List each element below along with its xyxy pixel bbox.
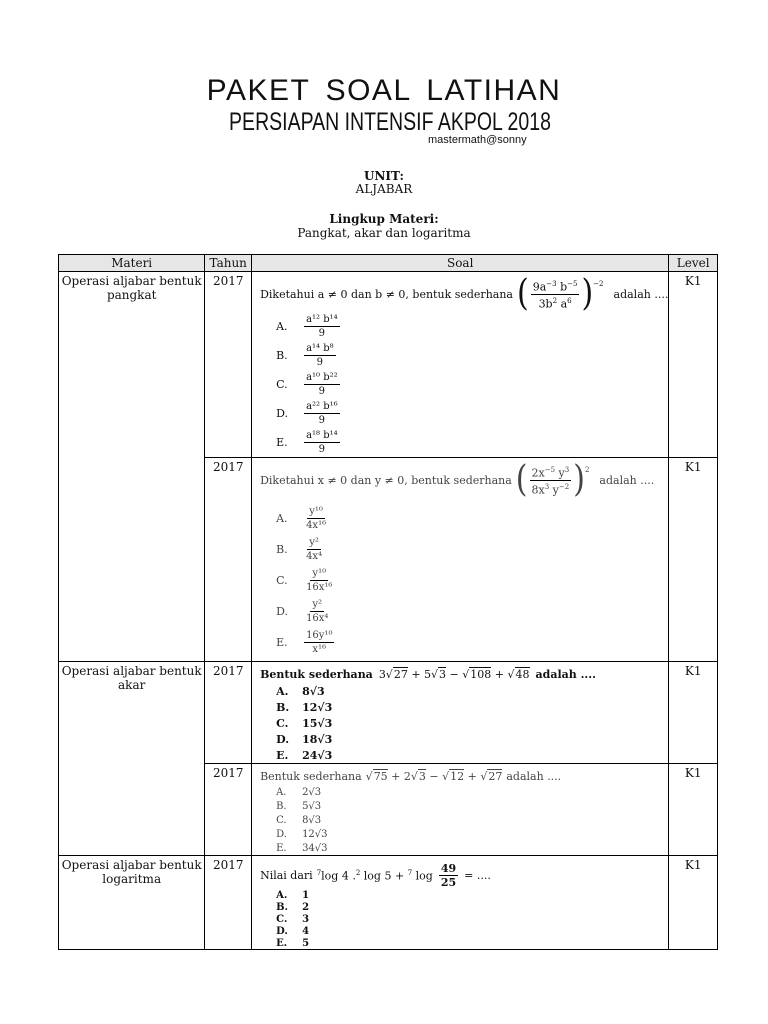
level-cell: K1 (669, 272, 718, 458)
options-list (252, 681, 668, 763)
option-b: B. 2 (276, 901, 310, 913)
option-c: C. 3 (276, 913, 310, 925)
scope-value: Pangkat, akar dan logaritma (297, 226, 471, 240)
tahun-cell: 2017 (205, 662, 252, 764)
page-subtitle: PERSIAPAN INTENSIF AKPOL 2018 (229, 108, 551, 136)
option-a: A. $\frac{\text{a¹² b¹⁴}}{9}$ (276, 314, 338, 340)
tahun-cell: 2017 (205, 272, 252, 458)
option-d: D. $\frac{\text{a²² b¹⁶}}{9}$ (276, 401, 338, 427)
option-e: E. $\frac{\text{16y¹⁰}}{\text{x¹⁶}}$ (276, 629, 333, 655)
option-d: D. 4 (276, 925, 310, 937)
option-e: E. 5 (276, 937, 310, 949)
question-expression: $^7$log 4 .$^2$ log 5 + $^7$ log (316, 868, 433, 883)
question-fraction: $\frac{9a^{-3} b^{-5}}{3b^2 a^6}$ (532, 280, 578, 311)
question-table (58, 254, 718, 950)
question-prefix: Diketahui x ≠ 0 dan y ≠ 0, bentuk sederhana (260, 473, 512, 487)
option-e: E. $\frac{\text{a¹⁸ b¹⁴}}{9}$ (276, 430, 338, 456)
option-a: A. 1 (276, 889, 310, 901)
question-fraction: $\frac{2x^{-5} y^3}{8x^3 y^{-2}}$ (531, 466, 570, 497)
table-header-row (59, 255, 718, 272)
question-suffix: = .... (464, 869, 491, 883)
question-text (252, 662, 668, 681)
option-c: C. 8√3 (276, 814, 322, 826)
materi-cell: Operasi aljabar bentuk akar (59, 662, 205, 856)
paren-right: ) (581, 272, 594, 315)
level-cell: K1 (669, 856, 718, 950)
header-soal: Soal (252, 255, 669, 272)
author-credit: mastermath@sonny (428, 134, 527, 146)
soal-cell (252, 856, 669, 950)
paren-right: ) (573, 458, 585, 501)
option-c: C. $\frac{\text{y¹⁰}}{\text{16x¹⁶}}$ (276, 567, 333, 593)
question-text: Diketahui x ≠ 0 dan y ≠ 0, bentuk sederhana ( $\frac{2x^{-5} y^3}{8x^3 y^{-2}}$ ) $^2$ adalah .... (260, 458, 655, 501)
scope-label: Lingkup Materi: (329, 212, 439, 226)
materi-cell: Operasi aljabar bentuk pangkat (59, 272, 205, 662)
options-list (252, 497, 668, 658)
option-d: D. 12√3 (276, 828, 328, 840)
question-suffix: adalah .... (506, 770, 562, 784)
table-row (59, 272, 718, 458)
question-prefix: Nilai dari (260, 869, 313, 883)
option-d: D. 18√3 (276, 732, 333, 746)
soal-cell (252, 662, 669, 764)
header-level: Level (669, 255, 718, 272)
option-e: E. 24√3 (276, 748, 333, 762)
table-row (59, 662, 718, 764)
question-expression: 3√27 + 5√3 − √108 + √48 (378, 668, 530, 682)
option-b: B. $\frac{\text{a¹⁴ b⁸}}{9}$ (276, 343, 334, 369)
soal-cell (252, 764, 669, 856)
unit-value: ALJABAR (355, 182, 413, 196)
question-expression: √75 + 2√3 − √12 + √27 (365, 770, 503, 784)
question-text (252, 764, 668, 783)
question-suffix: adalah .... (535, 668, 596, 682)
option-a: A. 2√3 (276, 786, 322, 798)
options-list (252, 310, 668, 457)
options-list (252, 889, 668, 949)
question-prefix: Diketahui a ≠ 0 dan b ≠ 0, bentuk sederhana (260, 287, 513, 301)
materi-cell: Operasi aljabar bentuk logaritma (59, 856, 205, 950)
header-materi: Materi (59, 255, 205, 272)
level-cell: K1 (669, 764, 718, 856)
option-b: B. 12√3 (276, 700, 333, 714)
question-text (252, 856, 668, 889)
question-suffix: adalah .... (599, 473, 655, 487)
option-a: A. $\frac{\text{y¹⁰}}{\text{4x¹⁶}}$ (276, 505, 327, 531)
tahun-cell: 2017 (205, 856, 252, 950)
question-suffix: adalah .... (613, 287, 669, 301)
option-b: B. $\frac{\text{y²}}{\text{4x⁴}}$ (276, 536, 323, 562)
option-e: E. 34√3 (276, 842, 328, 854)
soal-cell (252, 458, 669, 662)
question-prefix: Bentuk sederhana (260, 770, 362, 784)
option-c: C. $\frac{\text{a¹⁰ b²²}}{9}$ (276, 372, 338, 398)
question-text: Diketahui a ≠ 0 dan b ≠ 0, bentuk sederhana ( $\frac{9a^{-3} b^{-5}}{3b^2 a^6}$ ) $^{-2}$ adalah .... (260, 272, 669, 315)
option-b: B. 5√3 (276, 800, 322, 812)
option-c: C. 15√3 (276, 716, 333, 730)
tahun-cell: 2017 (205, 764, 252, 856)
tahun-cell: 2017 (205, 458, 252, 662)
option-a: A. 8√3 (276, 684, 325, 698)
table-row (59, 856, 718, 950)
soal-cell (252, 272, 669, 458)
unit-label: UNIT: (364, 169, 404, 183)
option-d: D. $\frac{\text{y²}}{\text{16x⁴}}$ (276, 598, 329, 624)
header-tahun: Tahun (205, 255, 252, 272)
options-list (252, 783, 668, 855)
paren-left: ( (515, 458, 528, 501)
level-cell: K1 (669, 662, 718, 764)
page-title: PAKET SOAL LATIHAN (206, 74, 562, 107)
level-cell: K1 (669, 458, 718, 662)
paren-left: ( (516, 272, 529, 315)
question-prefix: Bentuk sederhana (260, 668, 373, 682)
question-fraction: $\frac{49}{25}$ (440, 862, 457, 890)
